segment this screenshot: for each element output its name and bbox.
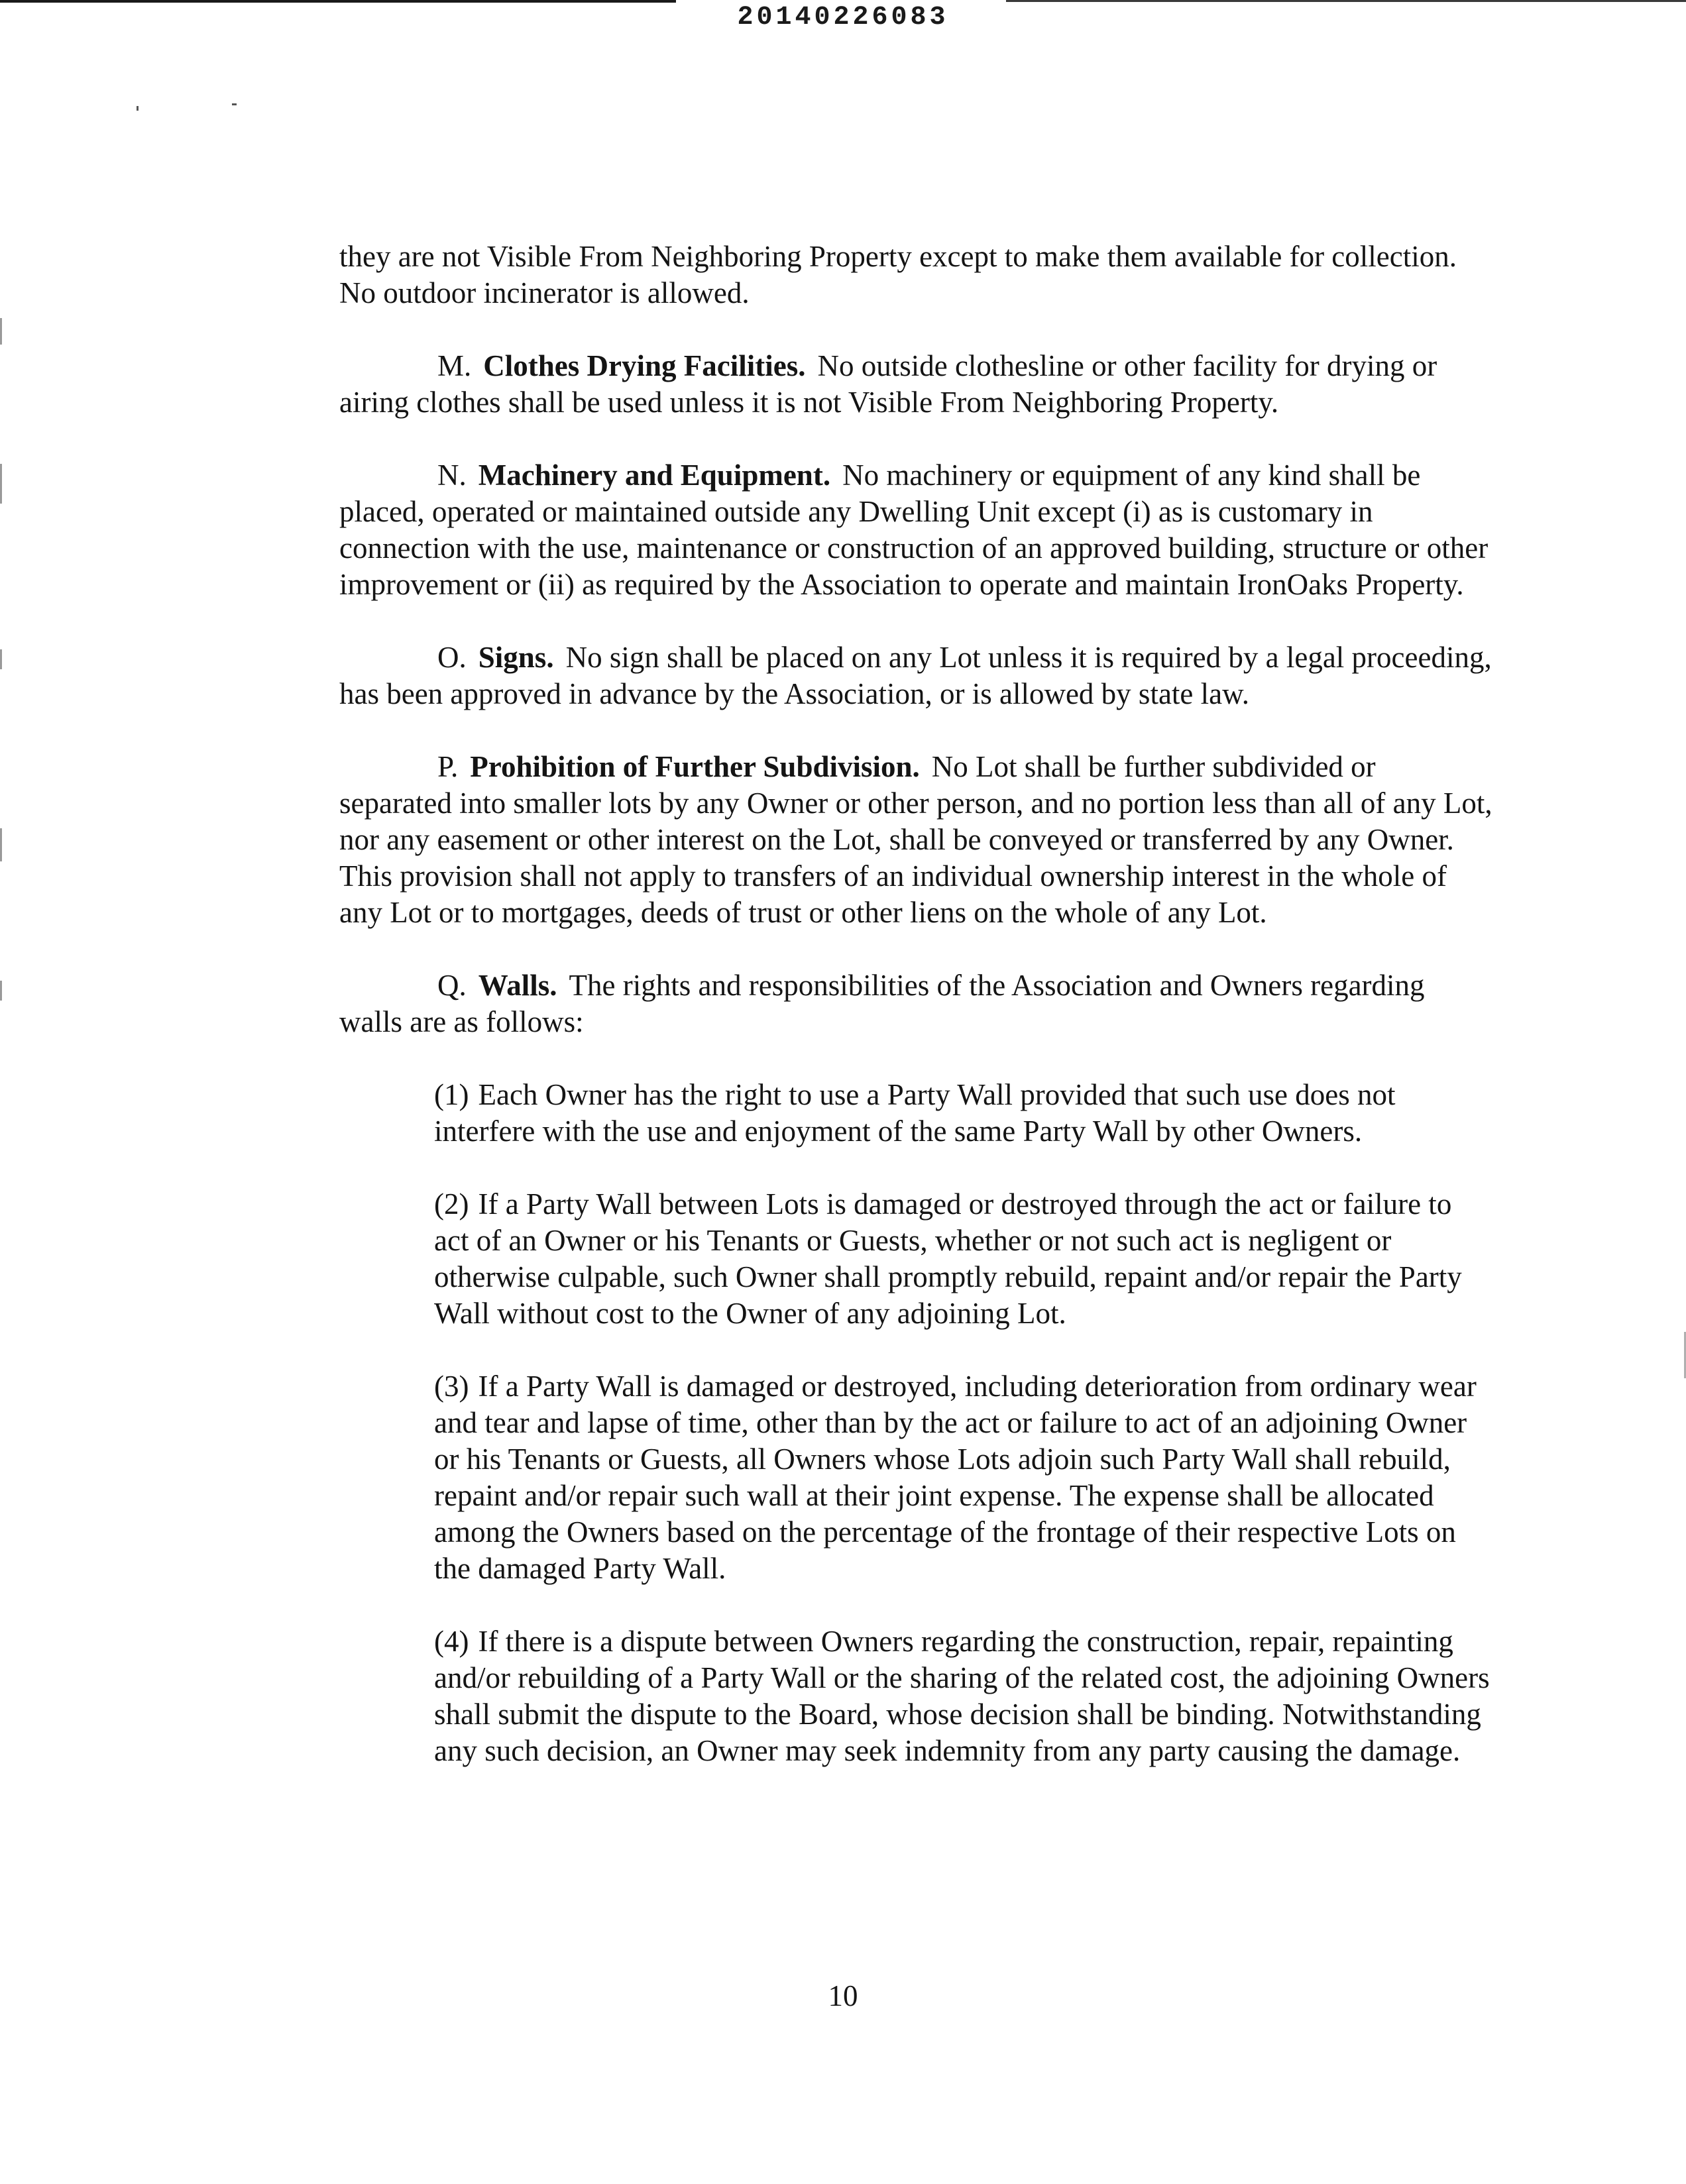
item-number: (1) <box>434 1078 469 1111</box>
walls-item-3 <box>434 1368 1492 1587</box>
section-label: Q. <box>437 969 467 1002</box>
scan-edge-mark <box>0 981 2 1001</box>
section-heading: Walls. <box>478 969 557 1002</box>
section-heading: Signs. <box>478 641 554 674</box>
section-o <box>339 639 1492 712</box>
page-number: 10 <box>828 1979 858 2012</box>
walls-item-4 <box>434 1623 1492 1769</box>
item-text: If a Party Wall between Lots is damaged or destroyed through the act or failure to act of an Owner or his Tenants or Guests, whether or not such act is negligent or otherwise culpable, such Owner shall promptly rebuild, repaint and/or repair the Party Wall without cost to the Owner of any adjoining Lot. <box>434 1187 1462 1330</box>
section-p <box>339 749 1492 931</box>
section-m <box>339 348 1492 421</box>
section-q <box>339 967 1492 1040</box>
section-text: The rights and responsibilities of the Association and Owners regarding walls are as follows: <box>339 969 1425 1038</box>
section-text: No outside clothesline or other facility for drying or airing clothes shall be used unless it is not Visible From Neighboring Property. <box>339 349 1437 419</box>
scan-edge-mark <box>0 464 2 504</box>
scan-speck <box>232 103 237 105</box>
walls-item-1 <box>434 1077 1492 1150</box>
scan-edge-mark <box>0 318 2 345</box>
item-number: (3) <box>434 1370 469 1403</box>
continuation-paragraph: they are not Visible From Neighboring Property except to make them available for collection. No outdoor incinerator is allowed. <box>339 240 1457 309</box>
item-text: If there is a dispute between Owners regarding the construction, repair, repainting and/or rebuilding of a Party Wall or the sharing of the related cost, the adjoining Owners shall submit the dispute to the Board, whose decision shall be binding. Notwithstanding any such decision, an Owner may seek indemnity from any party causing the damage. <box>434 1625 1490 1767</box>
section-label: P. <box>437 750 459 783</box>
section-text: No Lot shall be further subdivided or separated into smaller lots by any Owner or other person, and no portion less than all of any Lot, nor any easement or other interest on the Lot, shall be conveyed or transferred by any Owner. This provision shall not apply to transfers of an individual ownership interest in the whole of any Lot or to mortgages, deeds of trust or other liens on the whole of any Lot. <box>339 750 1492 929</box>
walls-item-2 <box>434 1186 1492 1332</box>
item-number: (2) <box>434 1187 469 1221</box>
scan-edge-mark <box>0 649 2 669</box>
section-n <box>339 457 1492 603</box>
section-heading: Machinery and Equipment. <box>478 459 831 492</box>
section-text: No sign shall be placed on any Lot unless it is required by a legal proceeding, has been approved in advance by the Association, or is allowed by state law. <box>339 641 1492 710</box>
document-number: 20140226083 <box>737 3 949 32</box>
item-number: (4) <box>434 1625 469 1658</box>
section-text: No machinery or equipment of any kind shall be placed, operated or maintained outside any Dwelling Unit except (i) as is customary in connection with the use, maintenance or construction of an approved building, structure or other improvement or (ii) as required by the Association to operate and maintain IronOaks Property. <box>339 459 1489 601</box>
document-body <box>339 239 1492 1806</box>
section-label: O. <box>437 641 467 674</box>
section-label: N. <box>437 459 467 492</box>
section-heading: Prohibition of Further Subdivision. <box>470 750 920 783</box>
item-text: If a Party Wall is damaged or destroyed, including deterioration from ordinary wear and tear and lapse of time, other than by the act or failure to act of an adjoining Owner or his Tenants or Guests, all Owners whose Lots adjoin such Party Wall shall rebuild, repaint and/or repair such wall at their joint expense. The expense shall be allocated among the Owners based on the percentage of the frontage of their respective Lots on the damaged Party Wall. <box>434 1370 1477 1585</box>
top-rule-right <box>1006 0 1686 2</box>
item-text: Each Owner has the right to use a Party Wall provided that such use does not interfere with the use and enjoyment of the same Party Wall by other Owners. <box>434 1078 1396 1148</box>
scan-speck <box>137 106 139 111</box>
section-label: M. <box>437 349 472 382</box>
scan-edge-mark <box>0 828 2 861</box>
section-heading: Clothes Drying Facilities. <box>483 349 806 382</box>
